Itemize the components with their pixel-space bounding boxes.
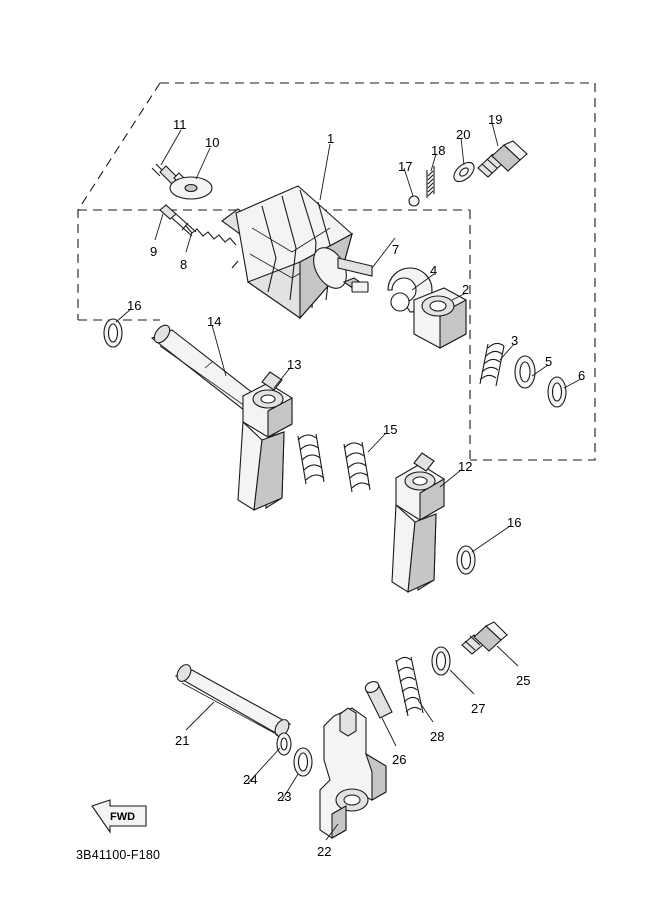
callout-20: 20 bbox=[456, 127, 471, 142]
callout-23: 23 bbox=[277, 789, 292, 804]
callout-9: 9 bbox=[150, 244, 158, 259]
callout-14: 14 bbox=[207, 314, 222, 329]
callout-28: 28 bbox=[430, 729, 445, 744]
part-16-circlip-right bbox=[457, 546, 475, 574]
callout-7: 7 bbox=[392, 242, 400, 257]
callout-4: 4 bbox=[430, 263, 438, 278]
part-27-washer bbox=[432, 647, 450, 675]
callout-11: 11 bbox=[173, 117, 187, 132]
fwd-arrow-label: FWD bbox=[110, 811, 136, 823]
part-5-washer bbox=[515, 356, 535, 388]
callout-8: 8 bbox=[180, 257, 188, 272]
callout-1: 1 bbox=[327, 131, 335, 146]
part-10-plate bbox=[170, 177, 212, 199]
part-23-washer bbox=[294, 748, 312, 776]
callout-3: 3 bbox=[511, 333, 519, 348]
part-1-shift-cam bbox=[222, 186, 372, 318]
callout-2: 2 bbox=[462, 282, 470, 297]
part-6-washer bbox=[548, 377, 566, 407]
callout-12: 12 bbox=[458, 459, 473, 474]
callout-27: 27 bbox=[471, 701, 486, 716]
callout-18: 18 bbox=[431, 143, 446, 158]
callout-16-left: 16 bbox=[127, 298, 142, 313]
part-3-spring bbox=[480, 343, 504, 386]
callout-6: 6 bbox=[578, 368, 586, 383]
callout-25: 25 bbox=[516, 673, 531, 688]
part-21-shift-shaft bbox=[174, 662, 291, 739]
part-15-spring-a bbox=[298, 434, 324, 484]
part-17-ball bbox=[409, 196, 419, 206]
callout-13: 13 bbox=[287, 357, 302, 372]
part-28-spring bbox=[396, 657, 423, 716]
part-15-spring-b bbox=[344, 442, 370, 492]
callout-17: 17 bbox=[398, 159, 413, 174]
callout-5: 5 bbox=[545, 354, 553, 369]
callout-24: 24 bbox=[243, 772, 258, 787]
part-19-bolt bbox=[478, 141, 527, 177]
part-22-shift-lever bbox=[320, 708, 386, 838]
callout-10: 10 bbox=[205, 135, 220, 150]
callout-22: 22 bbox=[317, 844, 332, 859]
part-12-shift-fork-right bbox=[392, 453, 444, 592]
callout-26: 26 bbox=[392, 752, 407, 767]
diagram-code: 3B41100-F180 bbox=[76, 848, 161, 862]
callout-15: 15 bbox=[383, 422, 398, 437]
part-26-pin bbox=[364, 680, 392, 718]
part-24-washer bbox=[277, 733, 291, 755]
part-16-circlip-left bbox=[104, 319, 122, 347]
part-18-spring bbox=[427, 166, 434, 198]
callout-16-right: 16 bbox=[507, 515, 522, 530]
callout-21: 21 bbox=[175, 733, 190, 748]
part-8-spring bbox=[182, 223, 238, 268]
callout-19: 19 bbox=[488, 112, 503, 127]
